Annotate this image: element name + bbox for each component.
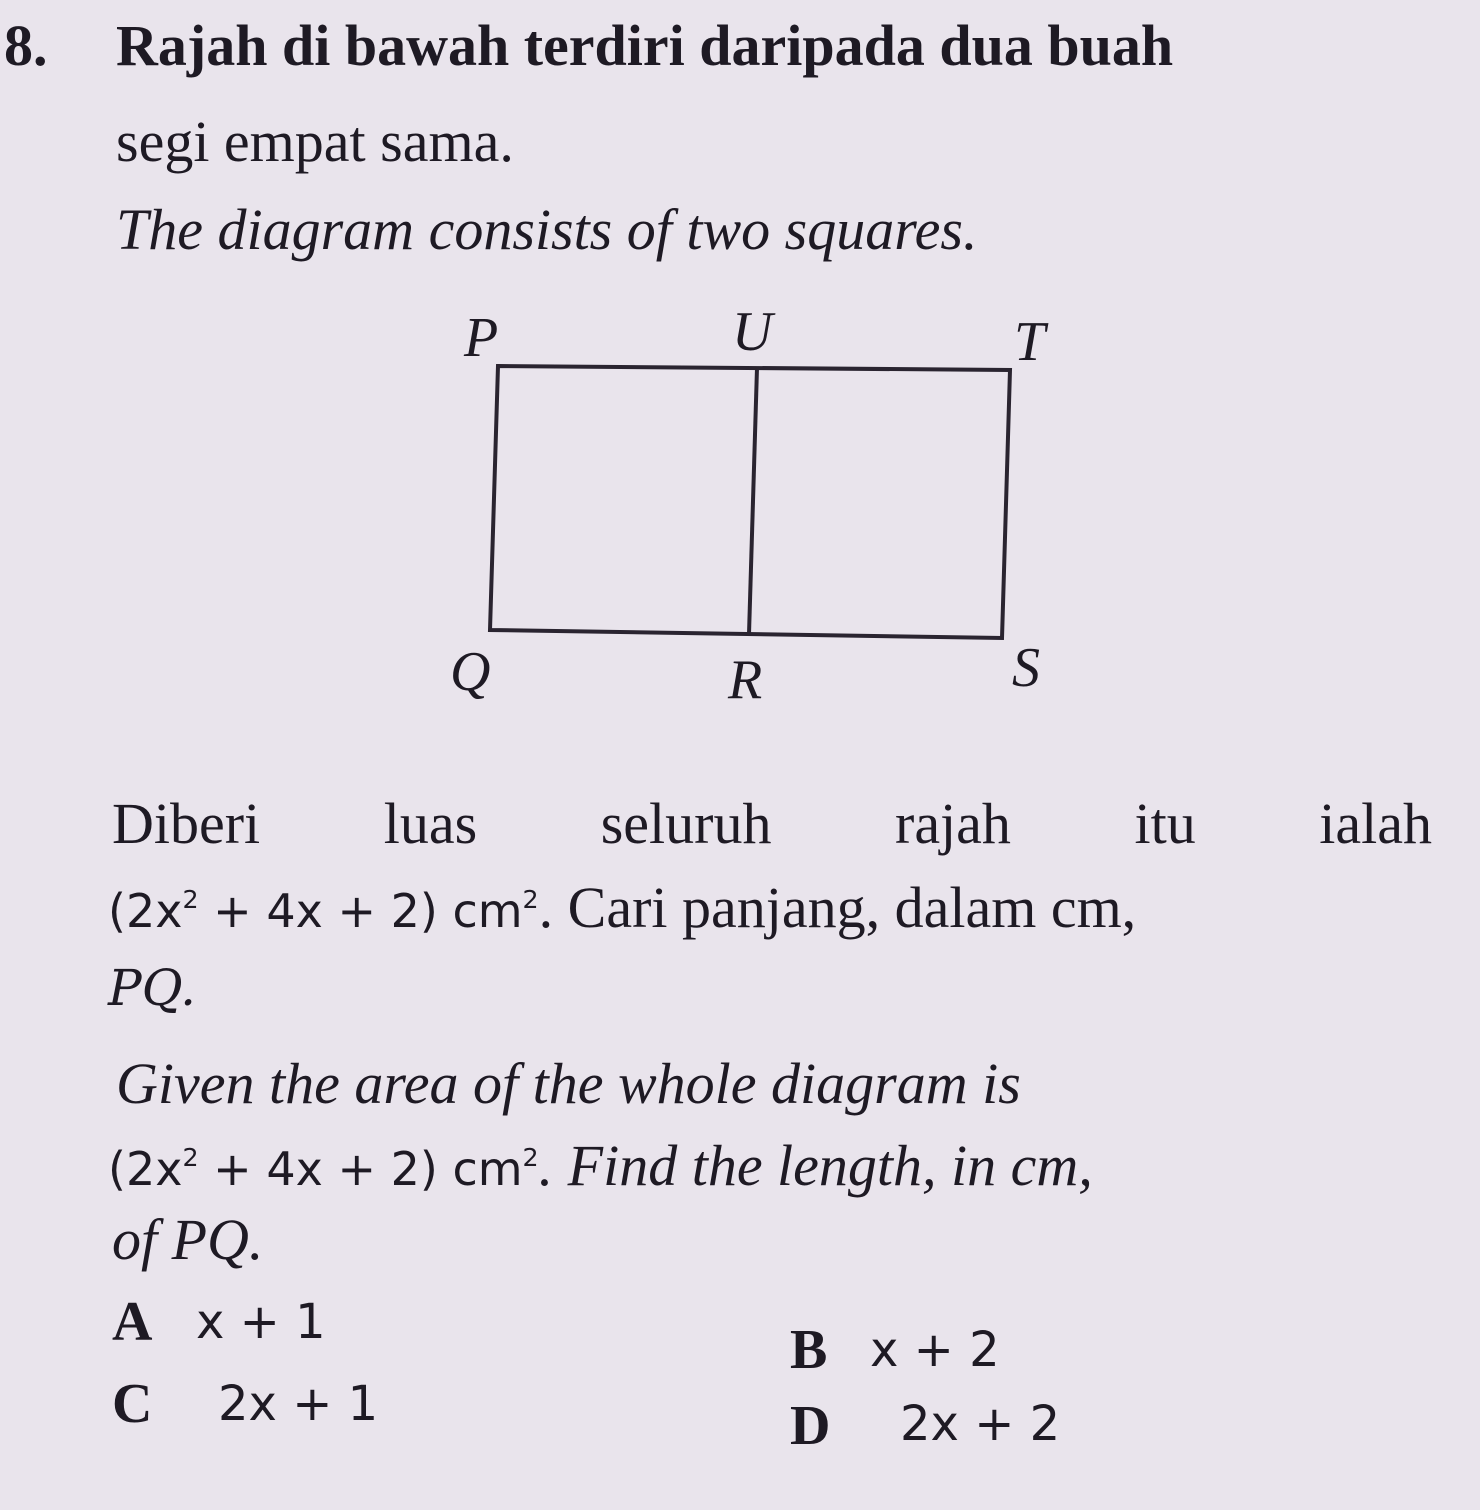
option-a-value: x + 1: [196, 1294, 326, 1350]
malay-word: itu: [1134, 791, 1196, 856]
malay-intro-text: Rajah di bawah terdiri daripada dua buah: [116, 13, 1174, 78]
english-intro: The diagram consists of two squares.: [116, 197, 978, 262]
vertex-label-r: R: [728, 649, 763, 711]
question-number: 8.: [4, 13, 48, 78]
malay-word: ialah: [1319, 791, 1432, 856]
two-squares-diagram: [420, 300, 1080, 720]
area-expression-en: $(2x^2 + 4x + 2)$ $cm^2$: [108, 1142, 539, 1196]
english-given-text: Given the area of the whole diagram is: [116, 1051, 1021, 1116]
vertex-label-s: S: [1012, 637, 1040, 699]
option-c-value: 2x + 1: [218, 1376, 379, 1432]
vertex-label-p: P: [464, 307, 499, 369]
option-d-letter: D: [790, 1395, 831, 1457]
option-a-letter: A: [112, 1291, 153, 1353]
malay-intro-line2: segi empat sama.: [116, 109, 514, 174]
malay-given-line3: [108, 952, 196, 1019]
option-c-letter: C: [112, 1373, 153, 1435]
malay-intro-line1: [116, 12, 1462, 79]
area-expression: $(2x^2 + 4x + 2)$ $cm^2$: [108, 884, 539, 938]
malay-given-line1: [112, 790, 1432, 857]
malay-target-pq: PQ.: [108, 959, 197, 1017]
malay-word: rajah: [895, 791, 1011, 856]
english-question-text: . Find the length, in cm,: [538, 1133, 1093, 1198]
malay-word: Diberi: [112, 791, 261, 856]
vertex-label-t: T: [1014, 311, 1046, 373]
malay-given-line2: [108, 874, 1136, 941]
option-b-letter: B: [790, 1319, 828, 1381]
malay-word: seluruh: [600, 791, 772, 856]
english-given-line2: [108, 1132, 1093, 1199]
option-d-value: 2x + 2: [900, 1396, 1061, 1452]
english-given-line3: of PQ.: [112, 1207, 264, 1272]
malay-word: luas: [383, 791, 478, 856]
divider-line-ur: [749, 368, 757, 634]
vertex-label-q: Q: [450, 641, 491, 703]
vertex-label-u: U: [732, 301, 773, 363]
malay-question-text: . Cari panjang, dalam cm,: [538, 875, 1137, 940]
option-b-value: x + 2: [870, 1322, 1000, 1378]
english-given-line1: [116, 1050, 1412, 1117]
